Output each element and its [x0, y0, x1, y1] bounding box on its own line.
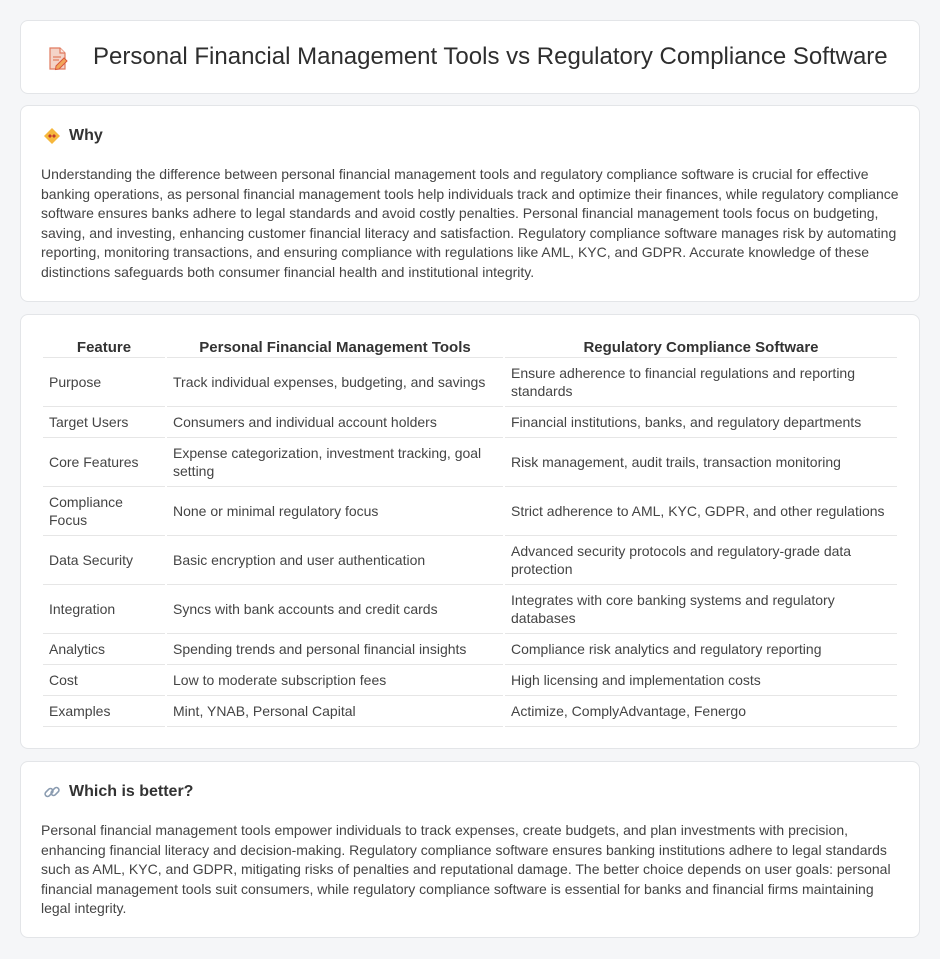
cell-pfm: Basic encryption and user authentication	[167, 536, 503, 585]
table-row	[43, 407, 897, 438]
handshake-icon	[43, 127, 61, 145]
cell-pfm: Syncs with bank accounts and credit cards	[167, 585, 503, 634]
cell-pfm: Track individual expenses, budgeting, and savings	[167, 358, 503, 407]
table-row	[43, 634, 897, 665]
cell-compliance: Compliance risk analytics and regulatory reporting	[505, 634, 897, 665]
cell-feature: Integration	[43, 585, 165, 634]
header-card	[20, 20, 920, 94]
cell-pfm: Expense categorization, investment tracking, goal setting	[167, 438, 503, 487]
comparison-table-card	[20, 314, 920, 749]
cell-feature: Purpose	[43, 358, 165, 407]
cell-feature: Core Features	[43, 438, 165, 487]
cell-compliance: High licensing and implementation costs	[505, 665, 897, 696]
table-row	[43, 358, 897, 407]
cell-compliance: Ensure adherence to financial regulations and reporting standards	[505, 358, 897, 407]
table-row	[43, 487, 897, 536]
why-body: Understanding the difference between personal financial management tools and regulatory compliance software is crucial for effective banking operations, as personal financial management tools help individuals track and optimize their finances, while regulatory compliance software ensures banks adhere to legal standards and avoid costly penalties. Personal financial management tools focus on budgeting, saving, and investing, enhancing customer financial literacy and satisfaction. Regulatory compliance software manages risk by automating reporting, monitoring transactions, and ensuring compliance with regulations like AML, KYC, and GDPR. Accurate knowledge of these distinctions safeguards both consumer financial health and institutional integrity.	[41, 166, 899, 280]
cell-pfm: Mint, YNAB, Personal Capital	[167, 696, 503, 727]
cell-pfm: Consumers and individual account holders	[167, 407, 503, 438]
cell-pfm: None or minimal regulatory focus	[167, 487, 503, 536]
which-is-better-section	[20, 761, 920, 938]
header-feature: Feature	[43, 335, 165, 358]
why-section	[20, 105, 920, 302]
cell-compliance: Actimize, ComplyAdvantage, Fenergo	[505, 696, 897, 727]
better-title: Which is better?	[69, 783, 194, 800]
cell-feature: Compliance Focus	[43, 487, 165, 536]
why-title: Why	[69, 127, 103, 144]
better-heading	[43, 783, 193, 801]
cell-feature: Examples	[43, 696, 165, 727]
table-row	[43, 536, 897, 585]
cell-compliance: Risk management, audit trails, transaction monitoring	[505, 438, 897, 487]
header-pfm: Personal Financial Management Tools	[167, 335, 503, 358]
table-row	[43, 585, 897, 634]
cell-pfm: Spending trends and personal financial insights	[167, 634, 503, 665]
link-icon	[43, 783, 61, 801]
document-edit-icon	[47, 47, 69, 71]
comparison-table	[41, 335, 899, 727]
cell-feature: Data Security	[43, 536, 165, 585]
cell-feature: Target Users	[43, 407, 165, 438]
page-title: Personal Financial Management Tools vs Regulatory Compliance Software	[93, 43, 888, 70]
table-header-row	[43, 335, 897, 358]
cell-compliance: Integrates with core banking systems and regulatory databases	[505, 585, 897, 634]
table-row	[43, 665, 897, 696]
cell-compliance: Strict adherence to AML, KYC, GDPR, and other regulations	[505, 487, 897, 536]
cell-compliance: Financial institutions, banks, and regulatory departments	[505, 407, 897, 438]
cell-compliance: Advanced security protocols and regulatory-grade data protection	[505, 536, 897, 585]
cell-pfm: Low to moderate subscription fees	[167, 665, 503, 696]
better-body: Personal financial management tools empower individuals to track expenses, create budgets, and plan investments with precision, enhancing financial literacy and decision-making. Regulatory compliance software ensures banking institutions adhere to legal standards such as AML, KYC, and GDPR, mitigating risks of penalties and reputational damage. The better choice depends on user goals: personal financial management tools suit consumers, while regulatory compliance software is essential for banks and financial firms maintaining legal integrity.	[41, 822, 891, 916]
header-compliance: Regulatory Compliance Software	[505, 335, 897, 358]
table-row	[43, 438, 897, 487]
table-row	[43, 696, 897, 727]
cell-feature: Analytics	[43, 634, 165, 665]
why-heading	[43, 127, 103, 145]
cell-feature: Cost	[43, 665, 165, 696]
